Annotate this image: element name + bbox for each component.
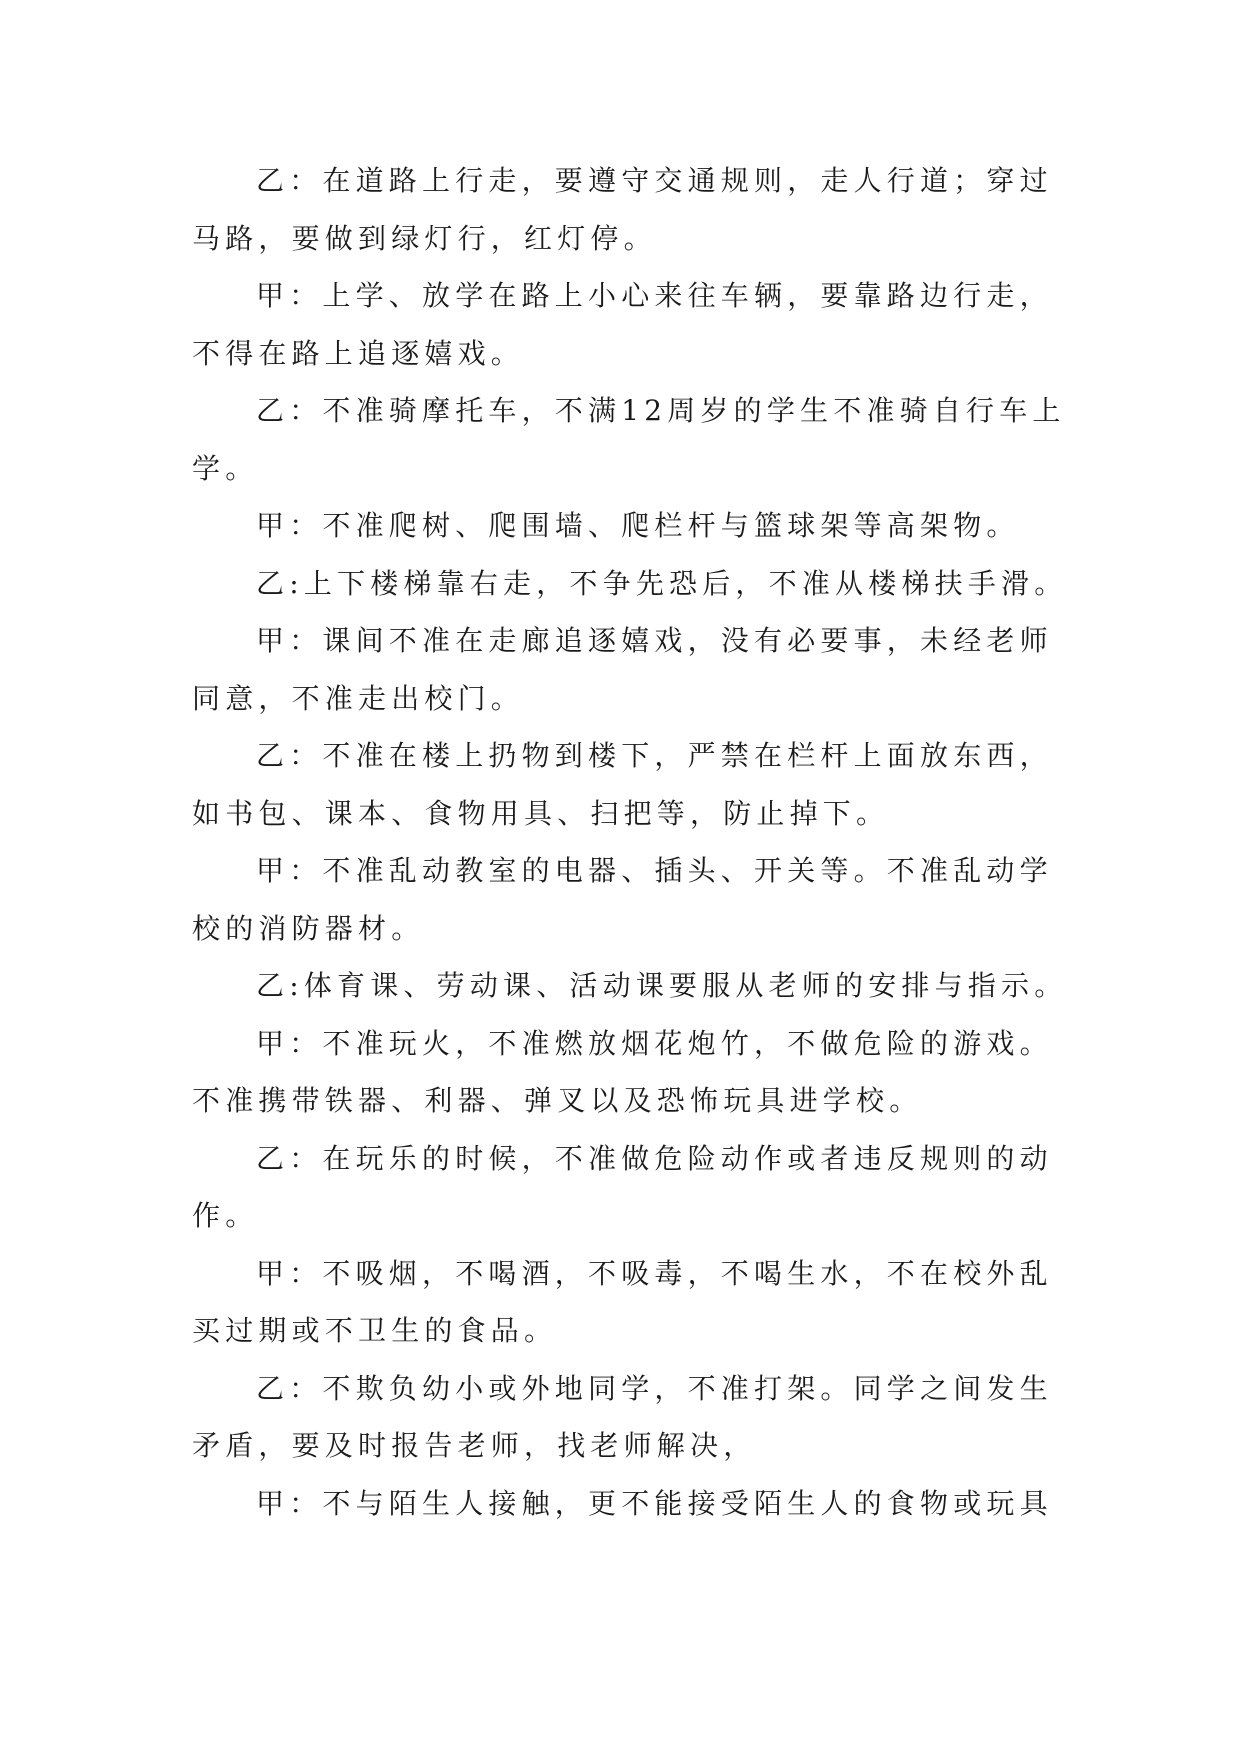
paragraph: 乙：不欺负幼小或外地同学，不准打架。同学之间发生矛盾，要及时报告老师，找老师解决， [192, 1371, 1053, 1462]
paragraph: 甲：不准乱动教室的电器、插头、开关等。不准乱动学校的消防器材。 [192, 854, 1053, 945]
paragraph: 甲：不与陌生人接触，更不能接受陌生人的食物或玩具 [256, 1486, 1053, 1520]
paragraph: 甲：不准玩火，不准燃放烟花炮竹，不做危险的游戏。不准携带铁器、利器、弹叉以及恐怖玩具进学校。 [192, 1026, 1053, 1117]
paragraph: 乙：在玩乐的时候，不准做危险动作或者违反规则的动作。 [192, 1141, 1053, 1232]
paragraph: 乙:上下楼梯靠右走，不争先恐后，不准从楼梯扶手滑。 [256, 566, 1068, 600]
paragraph: 乙：在道路上行走，要遵守交通规则，走人行道；穿过马路，要做到绿灯行，红灯停。 [192, 164, 1053, 255]
paragraph: 乙：不准在楼上扔物到楼下，严禁在栏杆上面放东西，如书包、课本、食物用具、扫把等，防止掉下。 [192, 739, 1053, 830]
paragraph: 乙：不准骑摩托车，不满12周岁的学生不准骑自行车上学。 [192, 394, 1066, 485]
paragraph: 甲：不吸烟，不喝酒，不吸毒，不喝生水，不在校外乱买过期或不卫生的食品。 [192, 1256, 1053, 1347]
paragraph: 甲：不准爬树、爬围墙、爬栏杆与篮球架等高架物。 [256, 509, 1020, 542]
paragraph: 甲：课间不准在走廊追逐嬉戏，没有必要事，未经老师同意，不准走出校门。 [192, 624, 1053, 715]
document-body [192, 152, 1072, 1532]
paragraph: 甲：上学、放学在路上小心来往车辆，要靠路边行走，不得在路上追逐嬉戏。 [192, 279, 1053, 370]
paragraph: 乙:体育课、劳动课、活动课要服从老师的安排与指示。 [256, 969, 1068, 1002]
